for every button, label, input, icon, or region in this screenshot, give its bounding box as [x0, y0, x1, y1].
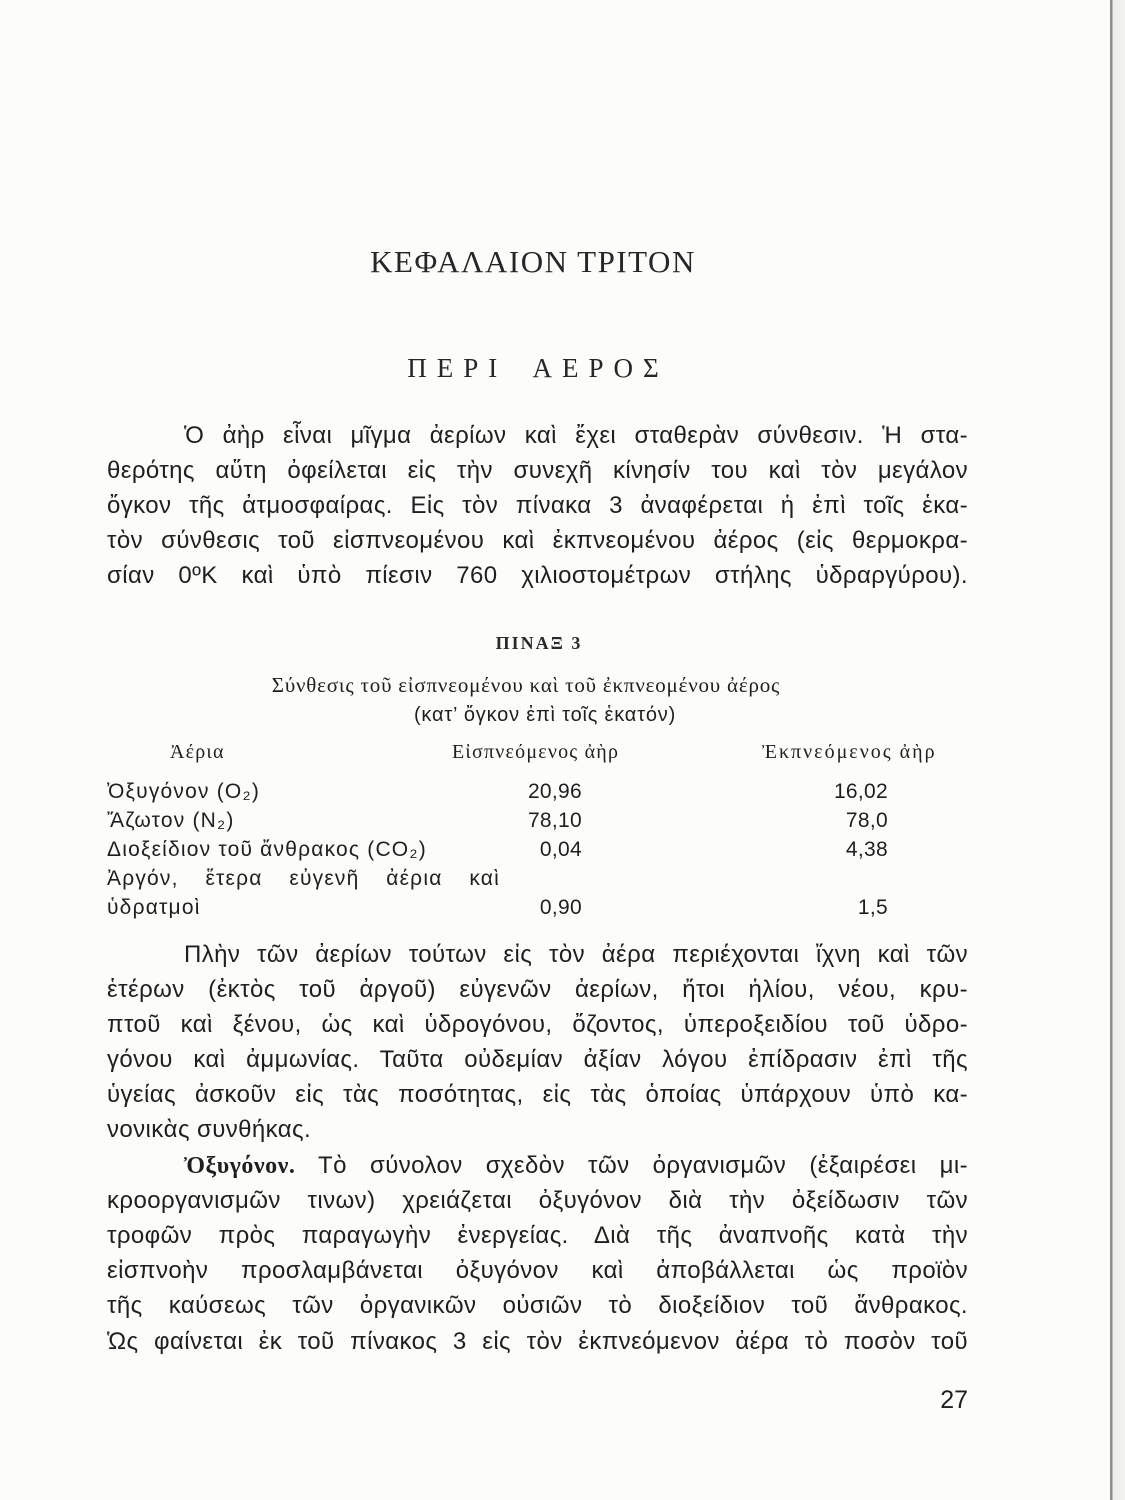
table-label: ΠΙΝΑΞ 3 — [495, 633, 583, 653]
section-term: Ὀξυγόνον. — [184, 1152, 296, 1179]
text-line: σίαν 0ºK καὶ ὑπὸ πίεσιν 760 χιλιοστομέτρων στήλης ὑδραργύρου). — [107, 562, 968, 590]
column-header-inhaled: Εἰσπνεόμενος ἀὴρ — [452, 741, 620, 763]
text-line: Ὡς φαίνεται ἐκ τοῦ πίνακος 3 εἰς τὸν ἐκπνεόμενον ἀέρα τὸ ποσὸν τοῦ — [107, 1327, 968, 1355]
body-text — [107, 937, 968, 1359]
gas-name: Διοξείδιον τοῦ ἄνθρακος (CO₂) — [107, 838, 427, 861]
inhaled-value: 20,96 — [527, 780, 582, 803]
text-line: τροφῶν πρὸς παραγωγὴν ἐνεργείας. Διὰ τῆς ἀναπνοῆς κατὰ τὴν — [107, 1222, 968, 1249]
exhaled-value: 4,38 — [845, 838, 888, 861]
oxygen-paragraph — [107, 1148, 968, 1359]
gas-name: Ἀργόν, ἕτερα εὐγενῆ ἀέρια καὶ — [107, 867, 500, 890]
text-line: γόνου καὶ ἀμμωνίας. Ταῦτα οὐδεμίαν ἀξίαν λόγου ἐπίδρασιν ἐπὶ τῆς — [107, 1046, 968, 1074]
column-header-gases: Ἀέρια — [170, 741, 225, 763]
composition-table — [107, 777, 968, 922]
text-line-rest: Τὸ σύνολον σχεδὸν τῶν ὀργανισμῶν (ἐξαιρέσει μι- — [318, 1151, 968, 1179]
text-line: τὸν σύνθεσις τοῦ εἰσπνεομένου καὶ ἐκπνεομένου ἀέρος (εἰς θερμοκρα- — [107, 527, 968, 555]
inhaled-value: 78,10 — [527, 809, 582, 832]
text-line: θερότης αὕτη ὀφείλεται εἰς τὴν συνεχῆ κίνησίν του καὶ τὸν μεγάλον — [107, 456, 968, 484]
text-line: Ὁ ἀὴρ εἶναι μῖγμα ἀερίων καὶ ἔχει σταθερὰν σύνθεσιν. Ἡ στα- — [184, 421, 968, 449]
text-line: εἰσπνοὴν προσλαμβάνεται ὀξυγόνον καὶ ἀποβάλλεται ὡς προϊὸν — [107, 1257, 968, 1285]
text-line: Πλὴν τῶν ἀερίων τούτων εἰς τὸν ἀέρα περιέχονται ἴχνη καὶ τῶν — [184, 940, 968, 968]
gas-name-continued: ὑδρατμοὶ — [107, 896, 201, 919]
text-line: ὑγείας ἀσκοῦν εἰς τὰς ποσότητας, εἰς τὰς ὁποίας ὑπάρχουν ὑπὸ κα- — [107, 1081, 968, 1109]
table-row — [107, 806, 968, 835]
table-row — [107, 777, 968, 806]
gas-name: Ὀξυγόνον (O₂) — [107, 780, 261, 803]
text-line — [107, 1148, 968, 1183]
text-line: κροοργανισμῶν τινων) χρειάζεται ὀξυγόνον διὰ τὴν ὀξείδωσιν τῶν — [107, 1186, 968, 1214]
text-line: ἑτέρων (ἐκτὸς τοῦ ἀργοῦ) εὐγενῶν ἀερίων, ἤτοι ἡλίου, νέου, κρυ- — [107, 975, 968, 1003]
table-header-row — [0, 739, 1100, 765]
inhaled-value: 0,90 — [539, 896, 582, 919]
table-subcaption: (κατ’ ὄγκον ἐπὶ τοῖς ἑκατόν) — [413, 704, 677, 726]
chapter-title: ΚΕΦΑΛΑΙΟΝ ΤΡΙΤΟΝ — [370, 244, 696, 279]
text-line: νονικὰς συνθήκας. — [107, 1116, 312, 1144]
text-line: πτοῦ καὶ ξένου, ὡς καὶ ὑδρογόνου, ὄζοντος, ὑπεροξειδίου τοῦ ὑδρο- — [107, 1010, 968, 1038]
exhaled-value: 16,02 — [833, 780, 888, 803]
table-caption: Σύνθεσις τοῦ εἰσπνεομένου καὶ τοῦ ἐκπνεομένου ἀέρος — [271, 673, 781, 697]
trace-gases-paragraph — [107, 937, 968, 1148]
exhaled-value: 78,0 — [845, 809, 888, 832]
inhaled-value: 0,04 — [539, 838, 582, 861]
text-line: ὄγκον τῆς ἀτμοσφαίρας. Εἰς τὸν πίνακα 3 ἀναφέρεται ἡ ἐπὶ τοῖς ἑκα- — [107, 491, 968, 519]
chapter-subtitle: ΠΕΡΙ ΑΕΡΟΣ — [407, 353, 669, 383]
table-row — [107, 835, 968, 864]
page-edge — [1110, 0, 1125, 1500]
table-row — [107, 864, 968, 922]
text-line: τῆς καύσεως τῶν ὀργανικῶν οὐσιῶν τὸ διοξείδιον τοῦ ἄνθρακος. — [107, 1292, 968, 1320]
gas-name: Ἄζωτον (N₂) — [107, 809, 235, 832]
intro-paragraph — [107, 418, 968, 594]
page-number: 27 — [940, 1386, 968, 1414]
column-header-exhaled: Ἐκπνεόμενος ἀὴρ — [762, 741, 937, 763]
exhaled-value: 1,5 — [857, 896, 888, 919]
